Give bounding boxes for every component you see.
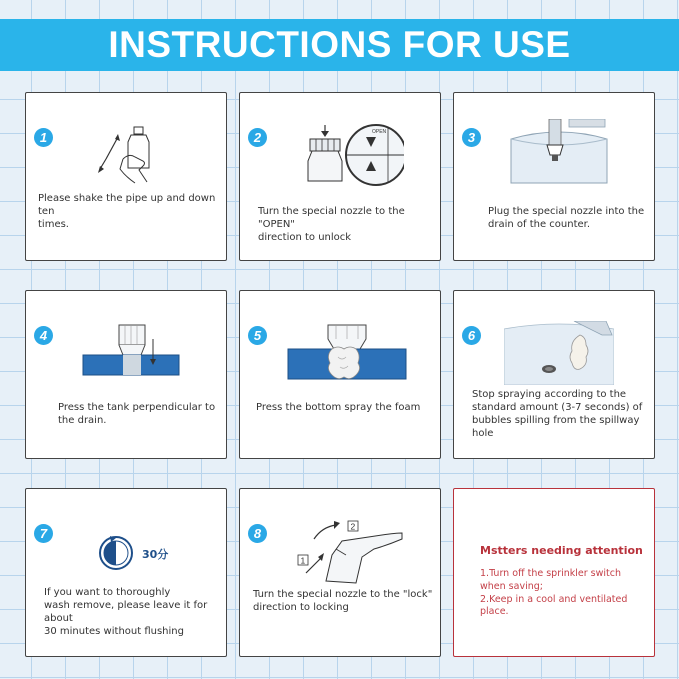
- step-instruction: [256, 401, 420, 414]
- step-instruction: [38, 192, 226, 231]
- step-text-line: bubbles spilling from the spillway hole: [472, 415, 640, 439]
- step-number-badge: 2: [248, 128, 267, 147]
- step-card-5: [239, 290, 441, 459]
- step-card-7: [25, 488, 227, 657]
- step-number-badge: 8: [248, 524, 267, 543]
- spray-foam-icon: [286, 323, 408, 385]
- step-text-line: direction to locking: [253, 602, 349, 613]
- step-card-8: [239, 488, 441, 657]
- step-instruction: [58, 401, 215, 427]
- dial-open-label: OPEN: [372, 129, 387, 135]
- step-number-badge: 5: [248, 326, 267, 345]
- step-text-line: Plug the special nozzle into the: [488, 206, 645, 217]
- nozzle-dial-icon: [304, 121, 404, 189]
- step-number-badge: 1: [34, 128, 53, 147]
- step-card-6: [453, 290, 655, 459]
- step-text-line: times.: [38, 219, 69, 230]
- step-text-line: drain of the counter.: [488, 219, 591, 230]
- step-text-line: standard amount (3-7 seconds) of: [472, 402, 643, 413]
- step-instruction: [253, 588, 432, 614]
- timer-duration-label: 30分: [142, 548, 169, 561]
- step-card-2: [239, 92, 441, 261]
- step-instruction: [472, 388, 654, 440]
- timer-icon: [96, 533, 136, 573]
- foam-overflow-icon: [504, 321, 614, 385]
- step-instruction: [258, 205, 440, 244]
- title-banner: [0, 19, 679, 71]
- press-tank-icon: [81, 321, 181, 381]
- step-text-line: wash remove, please leave it for about: [44, 600, 208, 624]
- shake-bottle-icon: [98, 121, 168, 191]
- step-marker-2: 2: [350, 521, 356, 532]
- attention-line: when saving;: [480, 581, 543, 592]
- page-title: INSTRUCTIONS FOR USE: [108, 24, 571, 65]
- step-number-badge: 6: [462, 326, 481, 345]
- attention-line: 2.Keep in a cool and ventilated place.: [480, 594, 628, 617]
- step-card-4: [25, 290, 227, 459]
- step-text-line: the drain.: [58, 415, 107, 426]
- step-text-line: Press the tank perpendicular to: [58, 402, 216, 413]
- step-text-line: direction to unlock: [258, 232, 352, 243]
- step-text-line: If you want to thoroughly: [44, 587, 171, 598]
- step-text-line: Turn the special nozzle to the "lock": [253, 589, 433, 600]
- step-marker-1: 1: [300, 555, 306, 566]
- step-text-line: Turn the special nozzle to the "OPEN": [258, 206, 405, 230]
- sink-nozzle-icon: [509, 119, 609, 187]
- step-text-line: 30 minutes without flushing: [44, 626, 184, 637]
- step-text-line: Please shake the pipe up and down ten: [38, 193, 216, 217]
- step-number-badge: 3: [462, 128, 481, 147]
- attention-line: 1.Turn off the sprinkler switch: [480, 568, 621, 579]
- step-card-3: [453, 92, 655, 261]
- attention-title: Mstters needing attention: [480, 544, 643, 557]
- step-number-badge: 7: [34, 524, 53, 543]
- step-instruction: [44, 586, 226, 638]
- step-text-line: Press the bottom spray the foam: [256, 402, 421, 413]
- attention-card: [453, 488, 655, 657]
- step-instruction: [488, 205, 644, 231]
- lock-nozzle-icon: [296, 515, 408, 585]
- step-number-badge: 4: [34, 326, 53, 345]
- step-text-line: Stop spraying according to the: [472, 389, 627, 400]
- step-card-1: [25, 92, 227, 261]
